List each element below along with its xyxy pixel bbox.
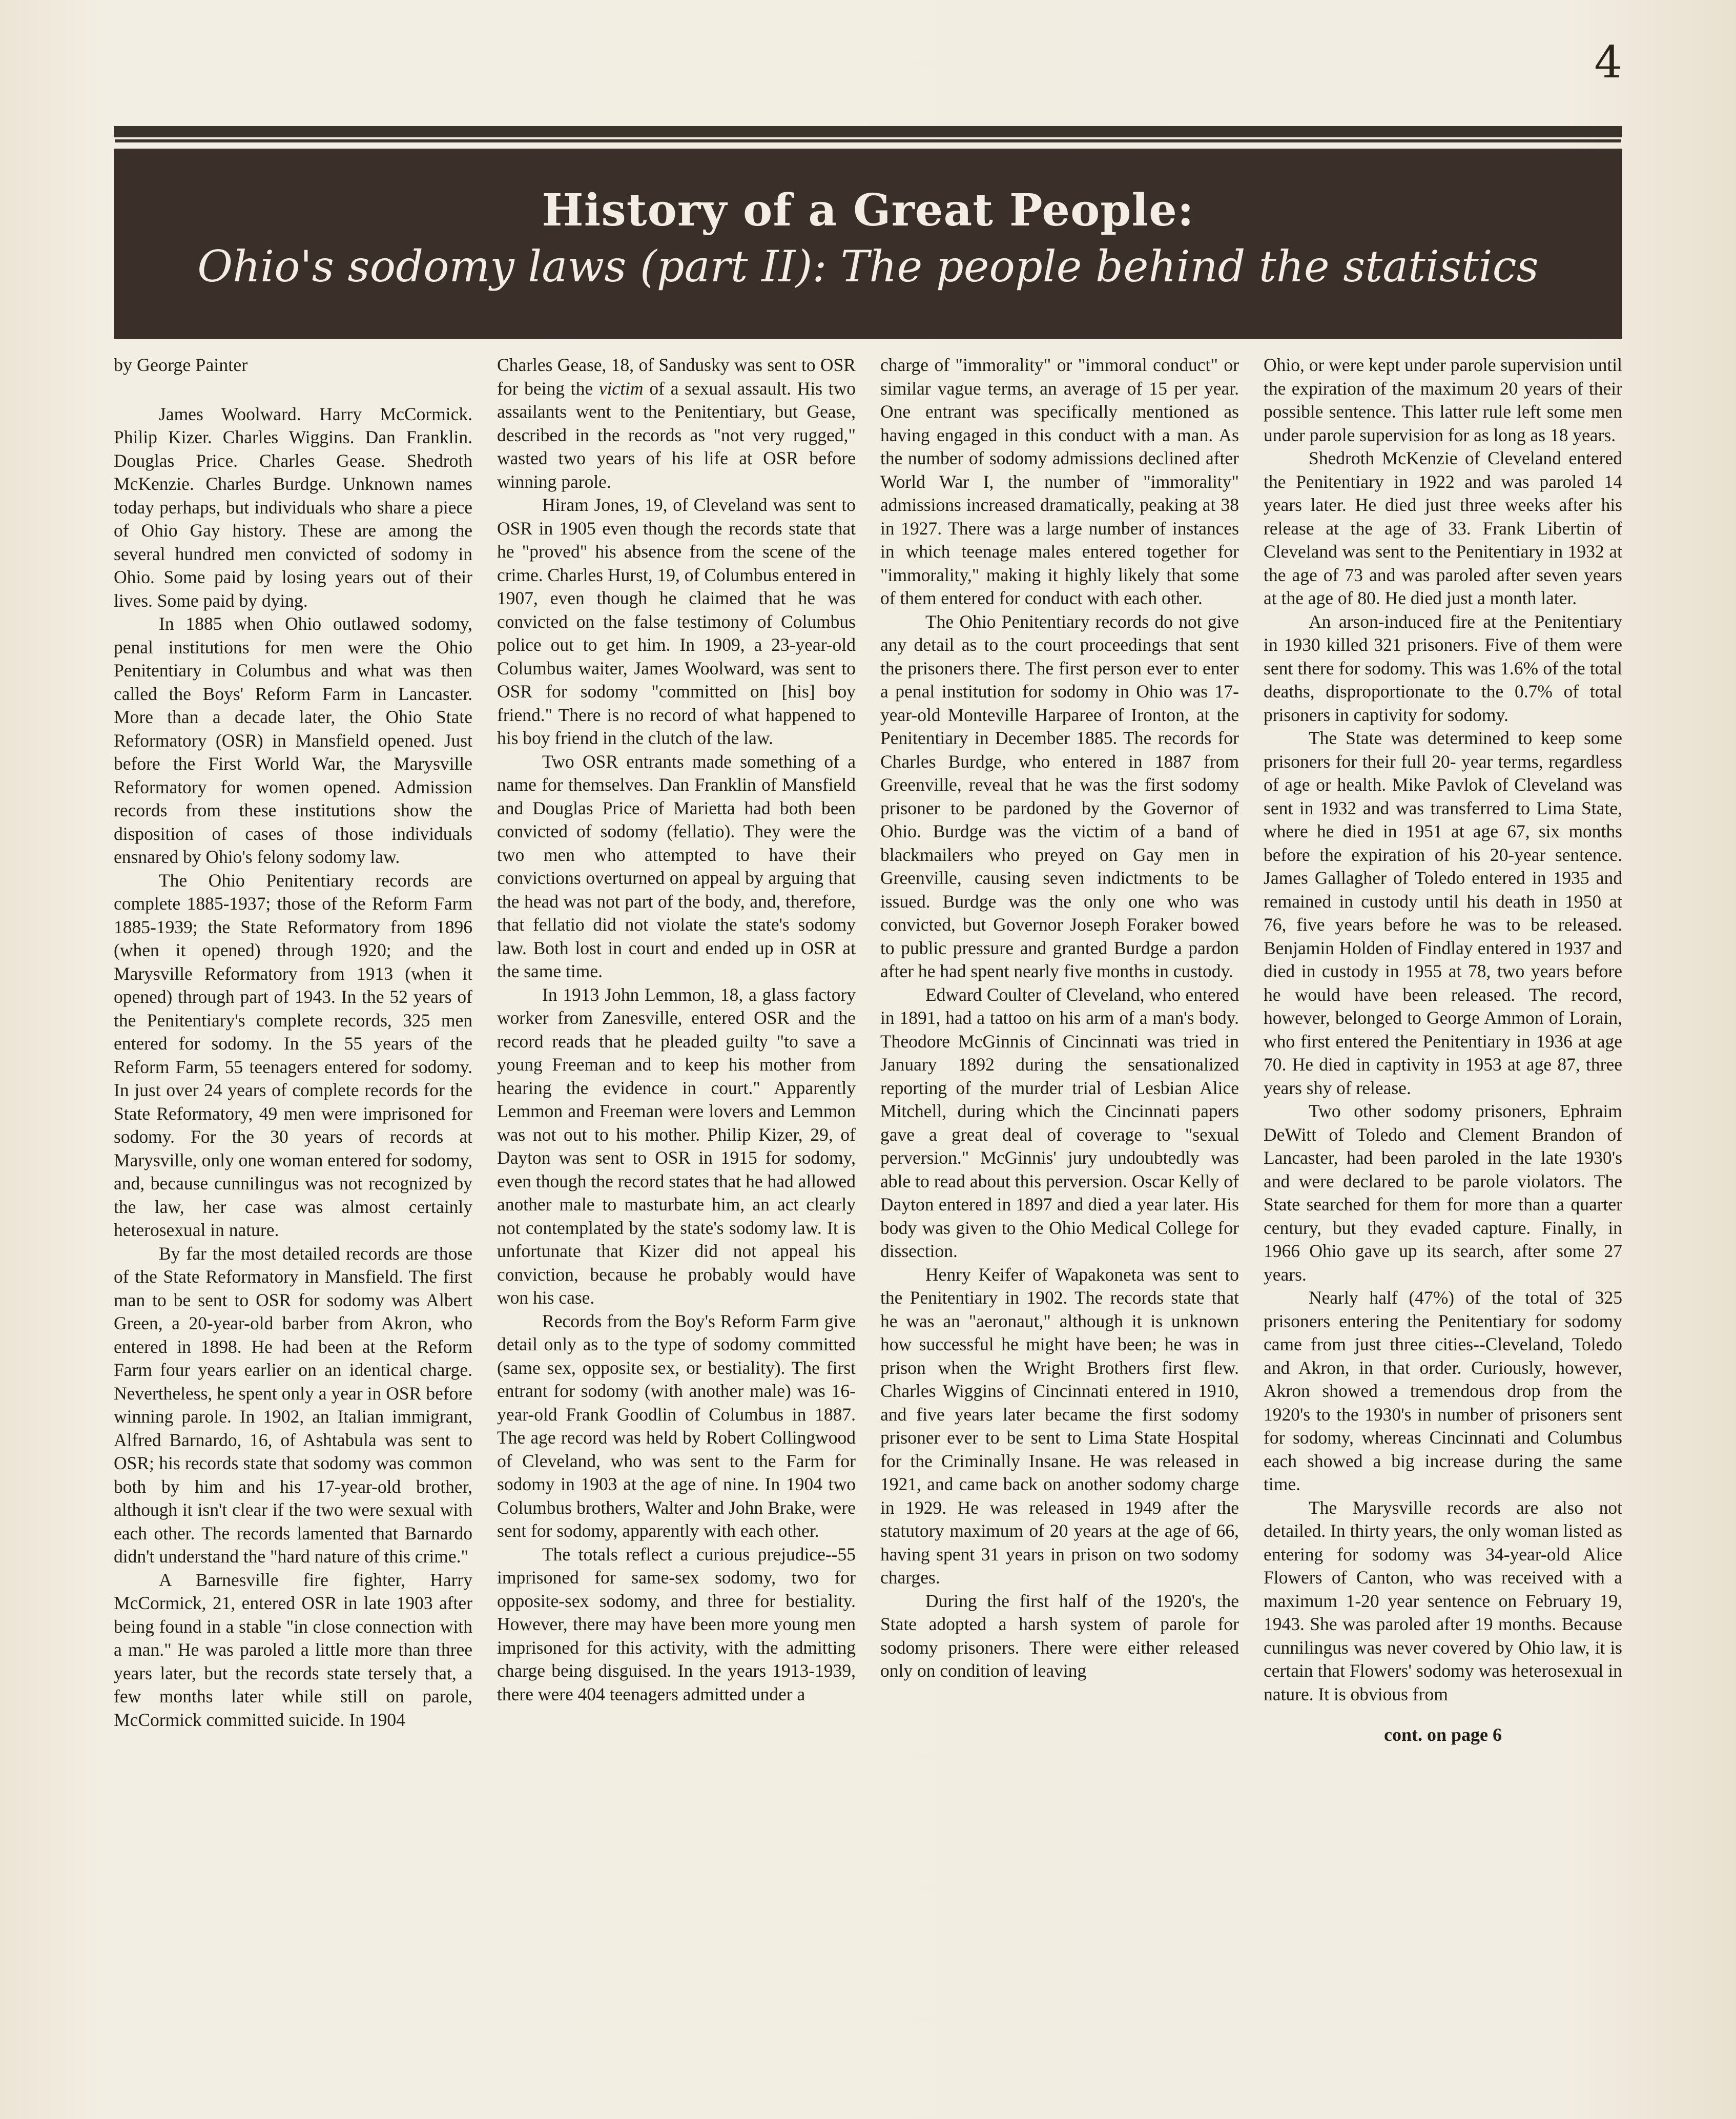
paragraph: The totals reflect a curious prejudice--55 imprisoned for same-sex sodomy, two for opposite-sex sodomy, and three for bestiality. However, there may have been more young men imprisoned for this activity, with the admitting charge being disguised. In the years 1913-1939, there were 404 teenagers admitted under a xyxy=(497,1544,856,1704)
paragraph: Edward Coulter of Cleveland, who entered in 1891, had a tattoo on his arm of a man's body. Theodore McGinnis of Cincinnati was tried in January 1892 during the sensationalized reporting of the murder trial of Lesbian Alice Mitchell, during which the Cincinnati papers gave a great deal of coverage to "sexual perversion." McGinnis' jury undoubtedly was able to read about this perversion. Oscar Kelly of Dayton entered in 1897 and died a year later. His body was given to the Ohio Medical College for dissection. xyxy=(880,984,1239,1261)
paragraph: James Woolward. Harry McCormick. Philip Kizer. Charles Wiggins. Dan Franklin. Douglas Price. Charles Gease. Shedroth McKenzie. Charles Burdge. Unknown names today perhaps, but individuals who share a piece of Ohio Gay history. These are among the several hundred men convicted of sodomy in Ohio. Some paid by losing years out of their lives. Some paid by dying. xyxy=(114,403,472,611)
paragraph: Henry Keifer of Wapakoneta was sent to the Penitentiary in 1902. The records state that he was an "aeronaut," although it is unknown how successful he might have been; he was in prison when the Wright Brothers first flew. Charles Wiggins of Cincinnati entered in 1910, and five years later became the first sodomy prisoner ever to be sent to Lima State Hospital for the Criminally Insane. He was released in 1921, and came back on another sodomy charge in 1929. He was released in 1949 after the statutory maximum of 20 years at the age of 66, having spent 31 years in prison on two sodomy charges. xyxy=(880,1264,1239,1588)
byline: by George Painter xyxy=(114,355,248,375)
paragraph: Charles Gease, 18, of Sandusky was sent to OSR for being the victim of a sexual assault. His two assailants went to the Penitentiary, but Gease, described in the records as "not very rugged," wasted two years of his life at OSR before winning parole. xyxy=(497,355,856,492)
paragraph: By far the most detailed records are those of the State Reformatory in Mansfield. The first man to be sent to OSR for sodomy was Albert Green, a 20-year-old barber from Akron, who entered in 1898. He had been at the Reform Farm four years earlier on an identical charge. Nevertheless, he spent only a year in OSR before winning parole. In 1902, an Italian immigrant, Alfred Barnardo, 16, of Ashtabula was sent to OSR; his records state that sodomy was common both by him and his 17-year-old brother, although it isn't clear if the two were sexual with each other. The records lamented that Barnardo didn't understand the "hard nature of this crime." xyxy=(114,1243,472,1567)
paragraph: During the first half of the 1920's, the State adopted a harsh system of parole for sodomy prisoners. There were either released only on condition of leaving xyxy=(880,1590,1239,1681)
paragraph: In 1913 John Lemmon, 18, a glass factory worker from Zanesville, entered OSR and the record reads that he pleaded guilty "to save a young Freeman and to keep his mother from hearing the evidence in court." Apparently Lemmon and Freeman were lovers and Lemmon was not out to his mother. Philip Kizer, 29, of Dayton was sent to OSR in 1915 for sodomy, even though the record states that he had allowed another male to masturbate him, an act clearly not contemplated by the state's sodomy law. It is unfortunate that Kizer did not appeal his conviction, because he probably would have won his case. xyxy=(497,984,856,1308)
article-column-1 xyxy=(114,354,472,2060)
paragraph: The Marysville records are also not detailed. In thirty years, the only woman listed as entering for sodomy was 34-year-old Alice Flowers of Canton, who was received with a maximum 1-20 year sentence on February 19, 1943. She was paroled after 19 months. Because cunnilingus was never covered by Ohio law, it is certain that Flowers' sodomy was heterosexual in nature. It is obvious from xyxy=(1264,1497,1622,1704)
paragraph: Hiram Jones, 19, of Cleveland was sent to OSR in 1905 even though the records state that he "proved" his absence from the scene of the crime. Charles Hurst, 19, of Columbus entered in 1907, even though he claimed that he was convicted on the false testimony of Columbus police out to get him. In 1909, a 23-year-old Columbus waiter, James Woolward, was sent to OSR for sodomy "committed on [his] boy friend." There is no record of what happened to his boy friend in the clutch of the law. xyxy=(497,495,856,748)
paragraph: Two other sodomy prisoners, Ephraim DeWitt of Toledo and Clement Brandon of Lancaster, had been paroled in the late 1930's and were declared to be parole violators. The State searched for them for more than a quarter century, but they evaded capture. Finally, in 1966 Ohio gave up its search, after some 27 years. xyxy=(1264,1101,1622,1285)
header-rule xyxy=(114,126,1622,139)
paragraph: A Barnesville fire fighter, Harry McCormick, 21, entered OSR in late 1903 after being found in a stable "in close connection with a man." He was paroled a little more than three years later, but the records state tersely that, a few months later while still on parole, McCormick committed suicide. In 1904 xyxy=(114,1569,472,1730)
article-column-4 xyxy=(1264,354,1622,2060)
paragraph: Records from the Boy's Reform Farm give detail only as to the type of sodomy committed (same sex, opposite sex, or bestiality). The first entrant for sodomy (with another male) was 16-year-old Frank Goodlin of Columbus in 1887. The age record was held by Robert Collingwood of Cleveland, who was sent to the Farm for sodomy in 1903 at the age of nine. In 1904 two Columbus brothers, Walter and John Brake, were sent for sodomy, apparently with each other. xyxy=(497,1310,856,1541)
paragraph: The Ohio Penitentiary records are complete 1885-1937; those of the Reform Farm 1885-1939; the State Reformatory from 1896 (when it opened) through 1920; and the Marysville Reformatory from 1913 (when it opened) through part of 1943. In the 52 years of the Penitentiary's complete records, 325 men entered for sodomy. In the 55 years of the Reform Farm, 55 teenagers entered for sodomy. In just over 24 years of complete records for the State Reformatory, 49 men were imprisoned for sodomy. For the 30 years of records at Marysville, only one woman entered for sodomy, and, because cunnilingus was not recognized by the law, her case was almost certainly heterosexual in nature. xyxy=(114,870,472,1240)
paragraph: An arson-induced fire at the Penitentiary in 1930 killed 321 prisoners. Five of them were sent there for sodomy. This was 1.6% of the total deaths, disproportionate to the 0.7% of total prisoners in captivity for sodomy. xyxy=(1264,611,1622,725)
continuation-note[interactable]: cont. on page 6 xyxy=(1383,1724,1502,1745)
paragraph: charge of "immorality" or "immoral conduct" or similar vague terms, an average of 15 per year. One entrant was specifically mentioned as having engaged in this conduct with a man. As the number of sodomy admissions declined after World War I, the number of "immorality" admissions increased dramatically, peaking at 38 in 1927. There was a large number of instances in which teenage males entered together for "immorality," making it highly likely that some of them entered for conduct with each other. xyxy=(880,355,1239,608)
page-number: 4 xyxy=(1594,37,1622,88)
headline-title: History of a Great People: xyxy=(542,184,1194,236)
article-body xyxy=(114,354,1622,2060)
paragraph: Nearly half (47%) of the total of 325 prisoners entering the Penitentiary for sodomy came from just three cities--Cleveland, Toledo and Akron, in that order. Curiously, however, Akron showed a tremendous drop from the 1920's to the 1930's in number of prisoners sent for sodomy, whereas Cincinnati and Columbus each showed a big increase during the same time. xyxy=(1264,1287,1622,1494)
emphasis: victim xyxy=(598,378,644,399)
headline-banner xyxy=(114,149,1622,339)
paragraph: Shedroth McKenzie of Cleveland entered the Penitentiary in 1922 and was paroled 14 years later. He died just three weeks after his release at the age of 33. Frank Libertin of Cleveland was sent to the Penitentiary in 1932 at the age of 73 and was paroled after seven years at the age of 80. He died just a month later. xyxy=(1264,448,1622,608)
paragraph: Ohio, or were kept under parole supervision until the expiration of the maximum 20 years of their possible sentence. This latter rule left some men under parole supervision for as long as 18 years. xyxy=(1264,355,1622,445)
article-column-2 xyxy=(497,354,856,2060)
article-column-3 xyxy=(880,354,1239,2060)
paragraph: The Ohio Penitentiary records do not give any detail as to the court proceedings that sent the prisoners there. The first person ever to enter a penal institution for sodomy in Ohio was 17-year-old Monteville Harparee of Ironton, at the Penitentiary in December 1885. The records for Charles Burdge, who entered in 1887 from Greenville, reveal that he was the first sodomy prisoner to be pardoned by the Governor of Ohio. Burdge was the victim of a band of blackmailers who preyed on Gay men in Greenville, causing seven indictments to be issued. Burdge was the only one who was convicted, but Governor Joseph Foraker bowed to public pressure and granted Burdge a pardon after he had spent nearly five months in custody. xyxy=(880,611,1239,981)
paragraph: In 1885 when Ohio outlawed sodomy, penal institutions for men were the Ohio Penitentiary in Columbus and what was then called the Boys' Reform Farm in Lancaster. More than a decade later, the Ohio State Reformatory (OSR) in Mansfield opened. Just before the First World War, the Marysville Reformatory for women opened. Admission records from these institutions show the disposition of cases of those individuals ensnared by Ohio's felony sodomy law. xyxy=(114,613,472,867)
paragraph: The State was determined to keep some prisoners for their full 20- year terms, regardless of age or health. Mike Pavlok of Cleveland was sent in 1932 and was transferred to Lima State, where he died in 1951 at age 67, six months before the expiration of his 20-year sentence. James Gallagher of Toledo entered in 1935 and remained in custody until his death in 1950 at 76, five years before he was to be released. Benjamin Holden of Findlay entered in 1937 and died in custody in 1955 at 78, two years before he would have been released. The record, however, belonged to George Ammon of Lorain, who first entered the Penitentiary in 1936 at age 70. He died in captivity in 1953 at age 87, three years shy of release. xyxy=(1264,728,1622,1098)
headline-subtitle: Ohio's sodomy laws (part II): The people behind the statistics xyxy=(197,241,1539,292)
paragraph: Two OSR entrants made something of a name for themselves. Dan Franklin of Mansfield and Douglas Price of Marietta had both been convicted of sodomy (fellatio). They were the two men who attempted to have their convictions overturned on appeal by arguing that the head was not part of the body, and, therefore, that fellatio did not violate the state's sodomy law. Both lost in court and ended up in OSR at the same time. xyxy=(497,751,856,981)
